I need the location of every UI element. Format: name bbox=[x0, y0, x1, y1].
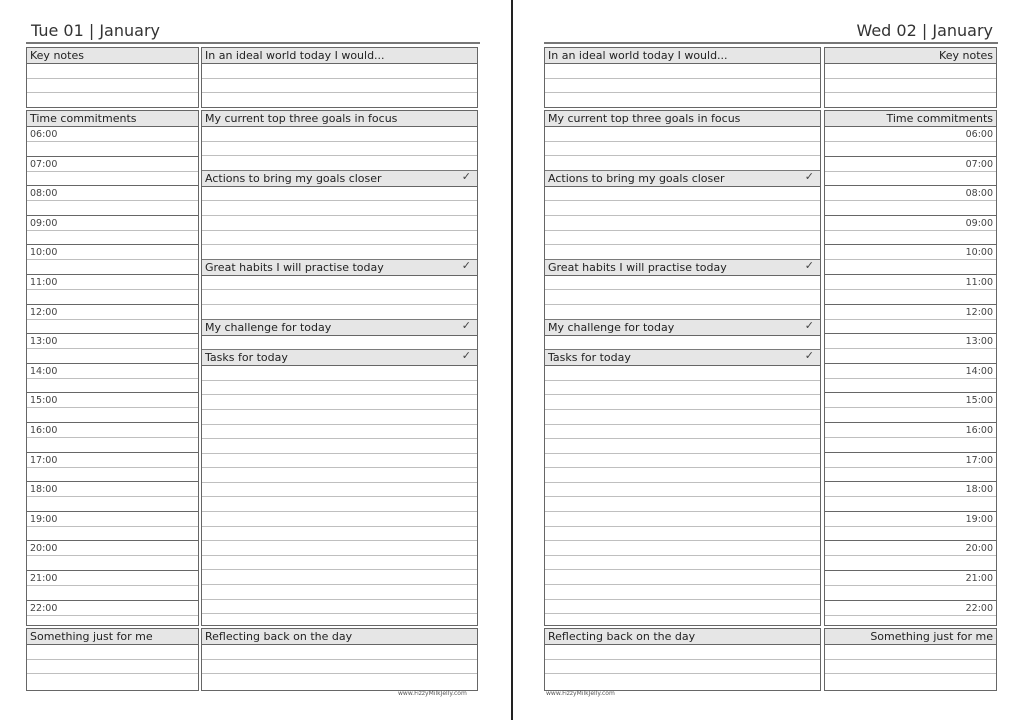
hour-label[interactable]: 16:00 bbox=[825, 423, 996, 438]
half-hour-line[interactable] bbox=[27, 379, 198, 394]
half-hour-line[interactable] bbox=[825, 290, 996, 305]
half-hour-line[interactable] bbox=[825, 231, 996, 246]
writing-line[interactable] bbox=[545, 276, 820, 291]
header-label: Tasks for today bbox=[548, 351, 631, 365]
section-header bbox=[202, 260, 477, 276]
half-hour-line[interactable] bbox=[825, 586, 996, 601]
half-hour-line[interactable] bbox=[825, 438, 996, 453]
hour-label[interactable]: 07:00 bbox=[27, 157, 198, 172]
hour-label[interactable]: 21:00 bbox=[825, 571, 996, 586]
task-line[interactable] bbox=[545, 425, 820, 440]
half-hour-line[interactable] bbox=[825, 556, 996, 571]
writing-line[interactable] bbox=[202, 79, 477, 94]
left-reflecting-section bbox=[201, 628, 478, 691]
hour-label[interactable]: 15:00 bbox=[27, 393, 198, 408]
half-hour-line[interactable] bbox=[27, 260, 198, 275]
half-hour-line[interactable] bbox=[27, 616, 198, 627]
left-ideal-world-section bbox=[201, 47, 478, 108]
writing-line[interactable] bbox=[202, 336, 477, 351]
writing-line[interactable] bbox=[27, 93, 198, 108]
writing-line[interactable] bbox=[545, 660, 820, 675]
task-line[interactable] bbox=[202, 454, 477, 469]
right-page-main-column bbox=[544, 47, 821, 691]
check-icon: ✓ bbox=[804, 169, 814, 183]
writing-line[interactable] bbox=[545, 305, 820, 320]
hour-label[interactable]: 06:00 bbox=[825, 127, 996, 142]
section-header bbox=[545, 350, 820, 366]
section-header bbox=[545, 320, 820, 336]
task-line[interactable] bbox=[545, 468, 820, 483]
hour-label[interactable]: 13:00 bbox=[825, 334, 996, 349]
hour-label[interactable]: 11:00 bbox=[27, 275, 198, 290]
half-hour-line[interactable] bbox=[27, 468, 198, 483]
check-icon: ✓ bbox=[804, 258, 814, 272]
task-line[interactable] bbox=[202, 556, 477, 571]
hour-label[interactable]: 06:00 bbox=[27, 127, 198, 142]
section-header: Something just for me bbox=[825, 629, 996, 645]
hour-label[interactable]: 08:00 bbox=[825, 186, 996, 201]
task-line[interactable] bbox=[202, 439, 477, 454]
hour-label[interactable]: 12:00 bbox=[825, 305, 996, 320]
check-icon: ✓ bbox=[461, 258, 471, 272]
hour-label[interactable]: 08:00 bbox=[27, 186, 198, 201]
hour-slots bbox=[27, 127, 198, 626]
hour-label[interactable]: 14:00 bbox=[825, 364, 996, 379]
left-key-notes-section bbox=[26, 47, 199, 108]
hour-label[interactable]: 18:00 bbox=[825, 482, 996, 497]
task-line[interactable] bbox=[545, 454, 820, 469]
task-line[interactable] bbox=[545, 395, 820, 410]
check-icon: ✓ bbox=[461, 349, 471, 363]
half-hour-line[interactable] bbox=[27, 172, 198, 187]
left-goals-section bbox=[201, 110, 478, 626]
half-hour-line[interactable] bbox=[825, 468, 996, 483]
section-header bbox=[202, 350, 477, 366]
writing-line[interactable] bbox=[202, 216, 477, 231]
hour-label[interactable]: 16:00 bbox=[27, 423, 198, 438]
writing-line[interactable] bbox=[27, 674, 198, 689]
writing-line[interactable] bbox=[545, 127, 820, 142]
writing-line[interactable] bbox=[545, 93, 820, 108]
half-hour-line[interactable] bbox=[825, 349, 996, 364]
section-header: Reflecting back on the day bbox=[202, 629, 477, 645]
left-page-small-column bbox=[26, 47, 199, 691]
task-line[interactable] bbox=[202, 483, 477, 498]
hour-label[interactable]: 10:00 bbox=[825, 245, 996, 260]
writing-line[interactable] bbox=[825, 64, 996, 79]
hour-slots bbox=[825, 127, 996, 626]
writing-line[interactable] bbox=[202, 231, 477, 246]
hour-label[interactable]: 14:00 bbox=[27, 364, 198, 379]
task-line[interactable] bbox=[545, 483, 820, 498]
header-label: Great habits I will practise today bbox=[548, 260, 727, 274]
writing-line[interactable] bbox=[27, 79, 198, 94]
task-lines bbox=[202, 366, 477, 626]
writing-line[interactable] bbox=[545, 645, 820, 660]
writing-line[interactable] bbox=[202, 660, 477, 675]
half-hour-line[interactable] bbox=[825, 201, 996, 216]
half-hour-line[interactable] bbox=[825, 616, 996, 627]
right-page-small-column bbox=[824, 47, 997, 691]
half-hour-line[interactable] bbox=[27, 556, 198, 571]
section-header: Key notes bbox=[27, 48, 198, 64]
writing-line[interactable] bbox=[27, 645, 198, 660]
hour-label[interactable]: 15:00 bbox=[825, 393, 996, 408]
writing-line[interactable] bbox=[545, 142, 820, 157]
hour-label[interactable]: 21:00 bbox=[27, 571, 198, 586]
half-hour-line[interactable] bbox=[27, 408, 198, 423]
writing-line[interactable] bbox=[202, 64, 477, 79]
writing-line[interactable] bbox=[545, 336, 820, 351]
hour-label[interactable]: 07:00 bbox=[825, 157, 996, 172]
section-header: Time commitments bbox=[27, 111, 198, 127]
hour-label[interactable]: 20:00 bbox=[27, 541, 198, 556]
hour-label[interactable]: 09:00 bbox=[825, 216, 996, 231]
half-hour-line[interactable] bbox=[825, 408, 996, 423]
header-label: Great habits I will practise today bbox=[205, 260, 384, 274]
header-label: Tasks for today bbox=[205, 351, 288, 365]
check-icon: ✓ bbox=[804, 318, 814, 332]
task-line[interactable] bbox=[202, 600, 477, 615]
hour-label[interactable]: 13:00 bbox=[27, 334, 198, 349]
writing-line[interactable] bbox=[202, 290, 477, 305]
right-key-notes-section bbox=[824, 47, 997, 108]
writing-line[interactable] bbox=[545, 290, 820, 305]
right-time-commitments-section bbox=[824, 110, 997, 626]
task-line[interactable] bbox=[202, 614, 477, 626]
writing-line[interactable] bbox=[202, 674, 477, 689]
writing-line[interactable] bbox=[202, 142, 477, 157]
section-header bbox=[545, 260, 820, 276]
left-page-main-column bbox=[201, 47, 478, 691]
hour-label[interactable]: 17:00 bbox=[27, 453, 198, 468]
hour-label[interactable]: 11:00 bbox=[825, 275, 996, 290]
hour-label[interactable]: 22:00 bbox=[825, 601, 996, 616]
half-hour-line[interactable] bbox=[825, 527, 996, 542]
task-line[interactable] bbox=[545, 614, 820, 626]
section-header bbox=[202, 320, 477, 336]
hour-label[interactable]: 10:00 bbox=[27, 245, 198, 260]
left-something-for-me-section bbox=[26, 628, 199, 691]
header-label: My challenge for today bbox=[548, 320, 675, 334]
section-header bbox=[202, 171, 477, 187]
writing-line[interactable] bbox=[27, 64, 198, 79]
writing-line[interactable] bbox=[202, 201, 477, 216]
left-page-title: Tue 01 | January bbox=[31, 21, 160, 40]
right-ideal-world-section bbox=[544, 47, 821, 108]
section-header: Something just for me bbox=[27, 629, 198, 645]
writing-line[interactable] bbox=[545, 216, 820, 231]
header-label: Actions to bring my goals closer bbox=[548, 171, 725, 185]
task-line[interactable] bbox=[202, 468, 477, 483]
page-divider bbox=[511, 0, 513, 720]
section-header: Reflecting back on the day bbox=[545, 629, 820, 645]
half-hour-line[interactable] bbox=[825, 379, 996, 394]
hour-label[interactable]: 18:00 bbox=[27, 482, 198, 497]
writing-line[interactable] bbox=[202, 93, 477, 108]
right-reflecting-section bbox=[544, 628, 821, 691]
task-line[interactable] bbox=[545, 585, 820, 600]
task-line[interactable] bbox=[202, 570, 477, 585]
writing-line[interactable] bbox=[202, 305, 477, 320]
section-header: Key notes bbox=[825, 48, 996, 64]
task-line[interactable] bbox=[545, 600, 820, 615]
task-line[interactable] bbox=[545, 366, 820, 381]
right-footer-url: www.FizzyMilkJelly.com bbox=[546, 690, 615, 697]
task-line[interactable] bbox=[545, 512, 820, 527]
half-hour-line[interactable] bbox=[27, 201, 198, 216]
left-footer-url: www.FizzyMilkJelly.com bbox=[398, 690, 467, 697]
section-header: My current top three goals in focus bbox=[202, 111, 477, 127]
task-line[interactable] bbox=[545, 497, 820, 512]
half-hour-line[interactable] bbox=[27, 527, 198, 542]
task-line[interactable] bbox=[202, 425, 477, 440]
check-icon: ✓ bbox=[461, 318, 471, 332]
task-line[interactable] bbox=[202, 366, 477, 381]
section-header: My current top three goals in focus bbox=[545, 111, 820, 127]
half-hour-line[interactable] bbox=[27, 349, 198, 364]
writing-line[interactable] bbox=[545, 64, 820, 79]
writing-line[interactable] bbox=[202, 276, 477, 291]
writing-line[interactable] bbox=[545, 201, 820, 216]
task-line[interactable] bbox=[545, 527, 820, 542]
writing-line[interactable] bbox=[545, 245, 820, 260]
task-line[interactable] bbox=[202, 541, 477, 556]
check-icon: ✓ bbox=[461, 169, 471, 183]
task-line[interactable] bbox=[202, 497, 477, 512]
header-label: Actions to bring my goals closer bbox=[205, 171, 382, 185]
writing-line[interactable] bbox=[825, 674, 996, 689]
half-hour-line[interactable] bbox=[825, 172, 996, 187]
half-hour-line[interactable] bbox=[27, 586, 198, 601]
right-title-rule bbox=[544, 42, 998, 44]
writing-line[interactable] bbox=[202, 245, 477, 260]
half-hour-line[interactable] bbox=[27, 438, 198, 453]
left-time-commitments-section bbox=[26, 110, 199, 626]
half-hour-line[interactable] bbox=[27, 320, 198, 335]
task-line[interactable] bbox=[202, 527, 477, 542]
hour-label[interactable]: 09:00 bbox=[27, 216, 198, 231]
hour-label[interactable]: 17:00 bbox=[825, 453, 996, 468]
writing-line[interactable] bbox=[202, 156, 477, 171]
right-something-for-me-section bbox=[824, 628, 997, 691]
half-hour-line[interactable] bbox=[27, 290, 198, 305]
writing-line[interactable] bbox=[825, 660, 996, 675]
task-line[interactable] bbox=[202, 395, 477, 410]
task-line[interactable] bbox=[545, 556, 820, 571]
half-hour-line[interactable] bbox=[825, 142, 996, 157]
task-line[interactable] bbox=[545, 439, 820, 454]
writing-line[interactable] bbox=[202, 127, 477, 142]
section-header bbox=[545, 171, 820, 187]
header-label: My challenge for today bbox=[205, 320, 332, 334]
hour-label[interactable]: 19:00 bbox=[27, 512, 198, 527]
hour-label[interactable]: 22:00 bbox=[27, 601, 198, 616]
section-header: In an ideal world today I would... bbox=[545, 48, 820, 64]
task-line[interactable] bbox=[202, 585, 477, 600]
section-header: Time commitments bbox=[825, 111, 996, 127]
section-header: In an ideal world today I would... bbox=[202, 48, 477, 64]
writing-line[interactable] bbox=[825, 93, 996, 108]
writing-line[interactable] bbox=[202, 187, 477, 202]
writing-line[interactable] bbox=[545, 231, 820, 246]
writing-line[interactable] bbox=[545, 79, 820, 94]
writing-line[interactable] bbox=[545, 674, 820, 689]
half-hour-line[interactable] bbox=[825, 260, 996, 275]
hour-label[interactable]: 19:00 bbox=[825, 512, 996, 527]
check-icon: ✓ bbox=[804, 349, 814, 363]
writing-line[interactable] bbox=[545, 156, 820, 171]
task-lines bbox=[545, 366, 820, 626]
right-page-title: Wed 02 | January bbox=[856, 21, 993, 40]
writing-line[interactable] bbox=[202, 645, 477, 660]
writing-line[interactable] bbox=[825, 79, 996, 94]
task-line[interactable] bbox=[202, 381, 477, 396]
hour-label[interactable]: 20:00 bbox=[825, 541, 996, 556]
hour-label[interactable]: 12:00 bbox=[27, 305, 198, 320]
task-line[interactable] bbox=[545, 381, 820, 396]
half-hour-line[interactable] bbox=[27, 497, 198, 512]
task-line[interactable] bbox=[202, 410, 477, 425]
left-title-rule bbox=[26, 42, 480, 44]
writing-line[interactable] bbox=[27, 660, 198, 675]
task-line[interactable] bbox=[545, 570, 820, 585]
task-line[interactable] bbox=[545, 541, 820, 556]
half-hour-line[interactable] bbox=[27, 142, 198, 157]
task-line[interactable] bbox=[545, 410, 820, 425]
half-hour-line[interactable] bbox=[825, 320, 996, 335]
half-hour-line[interactable] bbox=[27, 231, 198, 246]
half-hour-line[interactable] bbox=[825, 497, 996, 512]
writing-line[interactable] bbox=[545, 187, 820, 202]
right-goals-section bbox=[544, 110, 821, 626]
writing-line[interactable] bbox=[825, 645, 996, 660]
task-line[interactable] bbox=[202, 512, 477, 527]
